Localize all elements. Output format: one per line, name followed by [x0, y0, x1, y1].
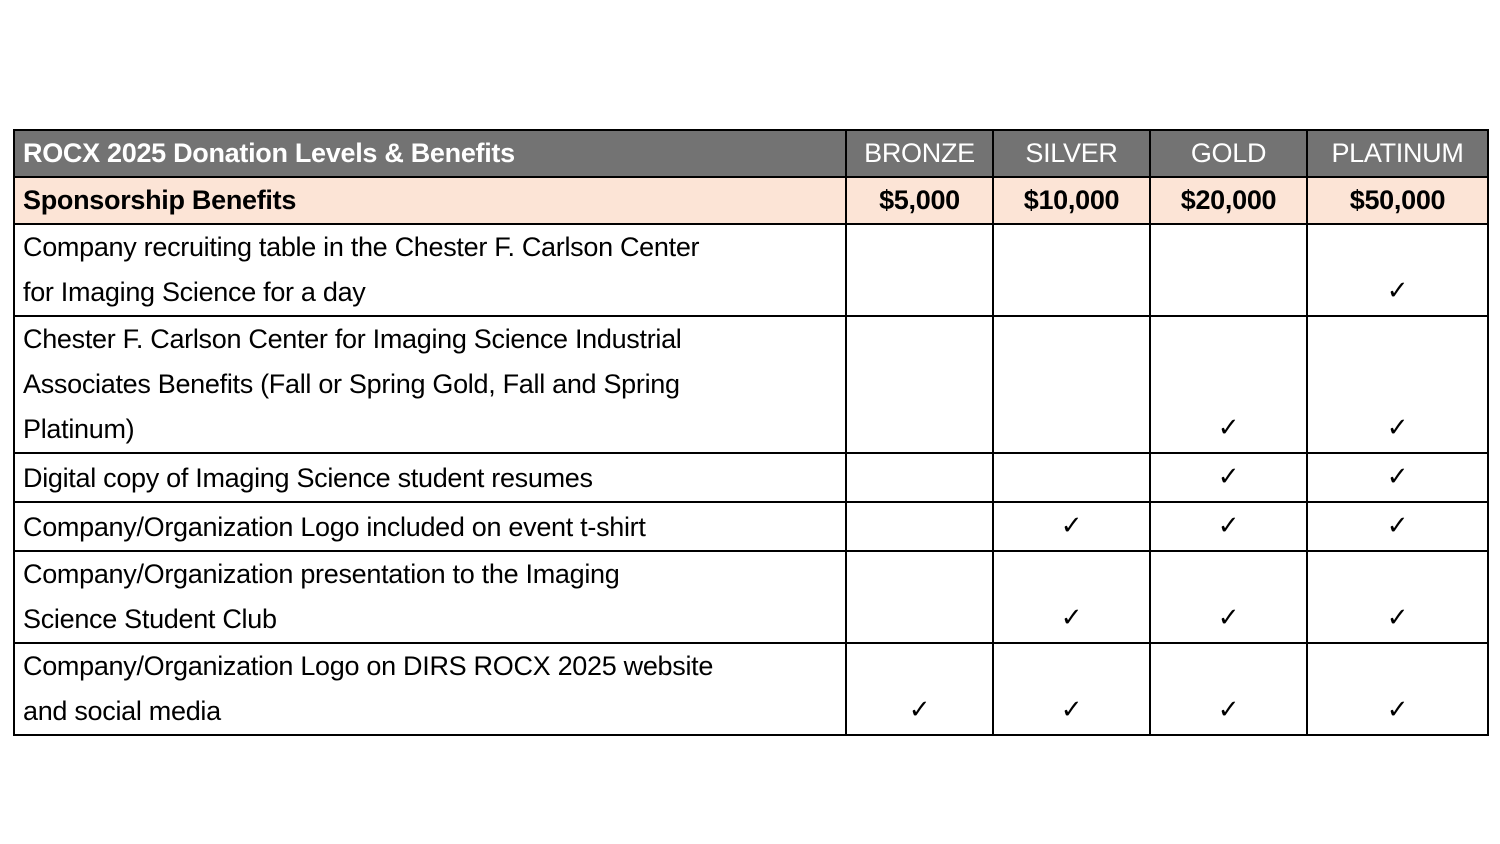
header-row	[14, 130, 1488, 177]
benefit-text-line: Platinum)	[23, 414, 135, 444]
price-bronze: $5,000	[846, 177, 993, 224]
benefit-text-line: and social media	[23, 696, 221, 726]
check-icon: ✓	[1307, 643, 1488, 735]
check-icon: ✓	[1307, 502, 1488, 551]
empty-cell	[846, 502, 993, 551]
check-icon: ✓	[1150, 453, 1307, 502]
check-icon: ✓	[1307, 453, 1488, 502]
check-icon: ✓	[1307, 224, 1488, 316]
price-platinum: $50,000	[1307, 177, 1488, 224]
check-icon: ✓	[1150, 502, 1307, 551]
check-icon: ✓	[1307, 316, 1488, 453]
benefit-row	[14, 643, 1488, 735]
benefit-text-line: Company/Organization presentation to the Imaging	[23, 559, 620, 589]
empty-cell	[846, 453, 993, 502]
check-icon: ✓	[1150, 316, 1307, 453]
benefit-text-line: Company recruiting table in the Chester F. Carlson Center	[23, 232, 700, 262]
price-row	[14, 177, 1488, 224]
check-icon: ✓	[1150, 643, 1307, 735]
benefit-row	[14, 224, 1488, 316]
benefit-text-line: Chester F. Carlson Center for Imaging Science Industrial	[23, 324, 682, 354]
benefit-text-line: Associates Benefits (Fall or Spring Gold, Fall and Spring	[23, 369, 680, 399]
level-gold: GOLD	[1150, 130, 1307, 177]
benefit-text-line: for Imaging Science for a day	[23, 277, 366, 307]
empty-cell	[846, 316, 993, 453]
empty-cell	[993, 316, 1150, 453]
table-title: ROCX 2025 Donation Levels & Benefits	[14, 130, 846, 177]
benefit-text-line: Digital copy of Imaging Science student resumes	[23, 463, 593, 493]
level-platinum: PLATINUM	[1307, 130, 1488, 177]
check-icon: ✓	[846, 643, 993, 735]
level-bronze: BRONZE	[846, 130, 993, 177]
benefit-description	[14, 643, 846, 735]
benefit-description	[14, 551, 846, 643]
empty-cell	[993, 224, 1150, 316]
empty-cell	[846, 551, 993, 643]
price-silver: $10,000	[993, 177, 1150, 224]
check-icon: ✓	[1307, 551, 1488, 643]
benefit-text-line: Company/Organization Logo on DIRS ROCX 2025 website	[23, 651, 714, 681]
empty-cell	[846, 224, 993, 316]
check-icon: ✓	[993, 502, 1150, 551]
level-silver: SILVER	[993, 130, 1150, 177]
check-icon: ✓	[1150, 551, 1307, 643]
benefit-text-line: Science Student Club	[23, 604, 277, 634]
donation-levels-table	[13, 129, 1489, 736]
benefit-description	[14, 502, 846, 551]
empty-cell	[1150, 224, 1307, 316]
benefit-description	[14, 453, 846, 502]
benefit-row	[14, 551, 1488, 643]
price-gold: $20,000	[1150, 177, 1307, 224]
benefit-description	[14, 316, 846, 453]
benefit-row	[14, 316, 1488, 453]
subheader-label: Sponsorship Benefits	[14, 177, 846, 224]
benefit-row	[14, 502, 1488, 551]
empty-cell	[993, 453, 1150, 502]
benefit-description	[14, 224, 846, 316]
check-icon: ✓	[993, 643, 1150, 735]
check-icon: ✓	[993, 551, 1150, 643]
benefit-row	[14, 453, 1488, 502]
benefit-text-line: Company/Organization Logo included on event t-shirt	[23, 512, 646, 542]
